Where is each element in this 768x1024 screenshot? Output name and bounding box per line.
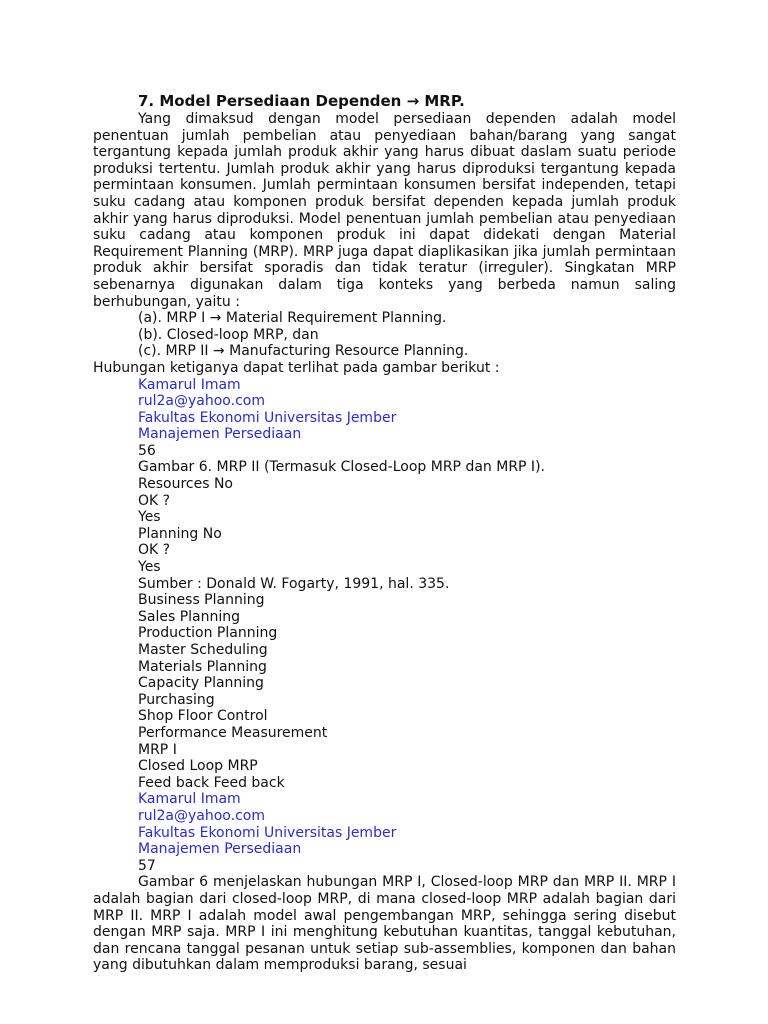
figure-text-lines bbox=[93, 459, 676, 791]
figure-caption: Gambar 6. MRP II (Termasuk Closed-Loop MRP dan MRP I). bbox=[138, 459, 545, 476]
list-item-mrp-2: (c). MRP II → Manufacturing Resource Planning. bbox=[138, 343, 469, 360]
page-number: 56 bbox=[138, 442, 156, 459]
figure-line: OK ? bbox=[138, 492, 171, 509]
figure-line: Planning No bbox=[138, 525, 222, 542]
figure-line: Performance Measurement bbox=[138, 724, 328, 741]
closing-paragraph: Gambar 6 menjelaskan hubungan MRP I, Closed-loop MRP dan MRP II. MRP I adalah bagian dari closed-loop MRP, di mana closed-loop MRP adalah bagian dari MRP II. MRP I adalah model awal pengembangan MRP, sehingga sering disebut dengan MRP saja. MRP I ini menghitung kebutuhan kuantitas, tanggal kebutuhan, dan rencana tanggal pesanan untuk setiap sub-assemblies, komponen dan bahan yang dibutuhkan dalam memproduksi barang, sesuai bbox=[93, 874, 676, 974]
header-block-57 bbox=[93, 791, 676, 874]
figure-line: Yes bbox=[138, 509, 161, 526]
header-block-56 bbox=[93, 377, 676, 460]
faculty-name: Fakultas Ekonomi Universitas Jember bbox=[138, 409, 397, 426]
faculty-name: Fakultas Ekonomi Universitas Jember bbox=[138, 824, 397, 841]
section-title: 7. Model Persediaan Dependen → MRP. bbox=[138, 92, 465, 110]
figure-line: OK ? bbox=[138, 542, 171, 559]
author-email: rul2a@yahoo.com bbox=[138, 393, 265, 410]
figure-line: Closed Loop MRP bbox=[138, 758, 258, 775]
intro-paragraph: Yang dimaksud dengan model persediaan dependen adalah model penentuan jumlah pembelian atau penyediaan bahan/barang yang sangat tergantung kepada jumlah produk akhir yang harus dibuat daslam suatu periode produksi tertentu. Jumlah produk akhir yang harus diproduksi tergantung kepada permintaan konsumen. Jumlah permintaan konsumen bersifat independen, tetapi suku cadang atau komponen produk bersifat dependen kepada jumlah produk akhir yang harus diproduksi. Model penentuan jumlah pembelian atau penyediaan suku cadang atau komponen produk ini dapat didekati dengan Material Requirement Planning (MRP). MRP juga dapat diaplikasikan jika jumlah permintaan produk akhir bersifat sporadis dan tidak teratur (irreguler). Singkatan MRP sebenarnya digunakan dalam tiga konteks yang berbeda namun saling berhubungan, yaitu : bbox=[93, 111, 676, 310]
course-name: Manajemen Persediaan bbox=[138, 841, 302, 858]
author-email: rul2a@yahoo.com bbox=[138, 807, 265, 824]
figure-line: Capacity Planning bbox=[138, 675, 264, 692]
list-item-closed-loop: (b). Closed-loop MRP, dan bbox=[138, 326, 319, 343]
figure-line: Feed back Feed back bbox=[138, 774, 285, 791]
figure-line: Resources No bbox=[138, 476, 233, 493]
transition-line: Hubungan ketiganya dapat terlihat pada gambar berikut : bbox=[93, 359, 500, 376]
figure-line: Sales Planning bbox=[138, 608, 241, 625]
author-name: Kamarul Imam bbox=[138, 791, 241, 808]
author-name: Kamarul Imam bbox=[138, 376, 241, 393]
figure-line: Shop Floor Control bbox=[138, 708, 268, 725]
figure-line: MRP I bbox=[138, 741, 177, 758]
figure-source: Sumber : Donald W. Fogarty, 1991, hal. 335. bbox=[138, 575, 450, 592]
page-number: 57 bbox=[138, 857, 156, 874]
figure-line: Purchasing bbox=[138, 691, 215, 708]
figure-line: Master Scheduling bbox=[138, 642, 268, 658]
figure-line: Yes bbox=[138, 559, 161, 576]
course-name: Manajemen Persediaan bbox=[138, 426, 302, 443]
figure-line: Business Planning bbox=[138, 592, 265, 609]
figure-line: Materials Planning bbox=[138, 658, 267, 675]
list-item-mrp-1: (a). MRP I → Material Requirement Planning. bbox=[138, 310, 447, 327]
figure-line: Production Planning bbox=[138, 625, 278, 642]
